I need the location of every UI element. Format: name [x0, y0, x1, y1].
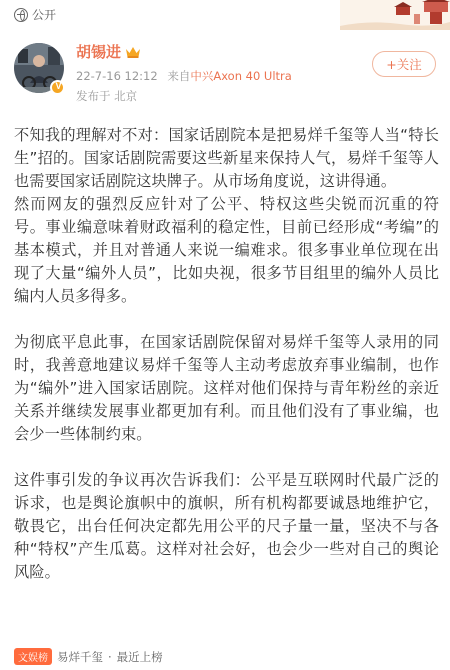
paragraph-3: 为彻底平息此事，在国家话剧院保留对易烊千玺等人录用的同时，我善意地建议易烊千玺等人主动考虑放弃事业编制，也作为“编外”进入国家话剧院。这样对他们保持与青年粉丝的亲近关系并继续发展事业都更加有利。而且他们没有了事业编，也会少一些体制约束。 — [14, 333, 439, 443]
post-meta — [76, 68, 292, 84]
top-bar — [0, 0, 450, 30]
decorative-banner — [340, 0, 450, 30]
visibility-indicator — [14, 6, 56, 23]
paragraph-1: 不知我的理解对不对：国家话剧院本是把易烊千玺等人当“特长生”招的。国家话剧院需要这些新星来保持人气，易烊千玺等人也需要国家话剧院这块牌子。从市场角度说，这讲得通。 — [14, 126, 439, 190]
globe-icon — [14, 8, 28, 22]
trending-topic: 易烊千玺 — [57, 649, 103, 664]
author-name[interactable]: 胡锡进 — [76, 43, 122, 61]
paragraph-4: 这件事引发的争议再次告诉我们：公平是互联网时代最广泛的诉求，也是舆论旗帜中的旗帜，所有机构都要诚恳地维护它，敬畏它，出台任何决定都先用公平的尺子量一量，坚决不与各种“特权”产生瓜葛。这样对社会好，也会少一些对自己的舆论风险。 — [14, 471, 439, 581]
visibility-label: 公开 — [32, 8, 57, 22]
verified-v-icon — [50, 80, 65, 95]
crown-icon — [125, 45, 141, 59]
post-header — [0, 38, 450, 108]
post-location: 发布于 北京 — [76, 89, 138, 103]
author-row — [76, 41, 141, 62]
post-time: 22-7-16 12:12 — [76, 69, 158, 83]
source-prefix: 来自 — [167, 69, 191, 83]
trending-footer[interactable] — [14, 648, 163, 665]
post-body — [14, 124, 439, 584]
device-link[interactable]: 中兴Axon 40 Ultra — [190, 69, 292, 83]
trending-status: 最近上榜 — [116, 649, 163, 664]
paragraph-2: 然而网友的强烈反应针对了公平、特权这些尖锐而沉重的符号。事业编意味着财政福利的稳定性，目前已经形成“考编”的基本模式，并且对普通人来说一编难求。很多事业单位现在出现了大量“编外人员”，比如央视，很多节目组里的编外人员比编内人员多得多。 — [14, 195, 439, 305]
separator: · — [108, 649, 112, 664]
follow-button[interactable]: +关注 — [372, 51, 436, 77]
ranking-tag: 文娱榜 — [14, 648, 52, 665]
